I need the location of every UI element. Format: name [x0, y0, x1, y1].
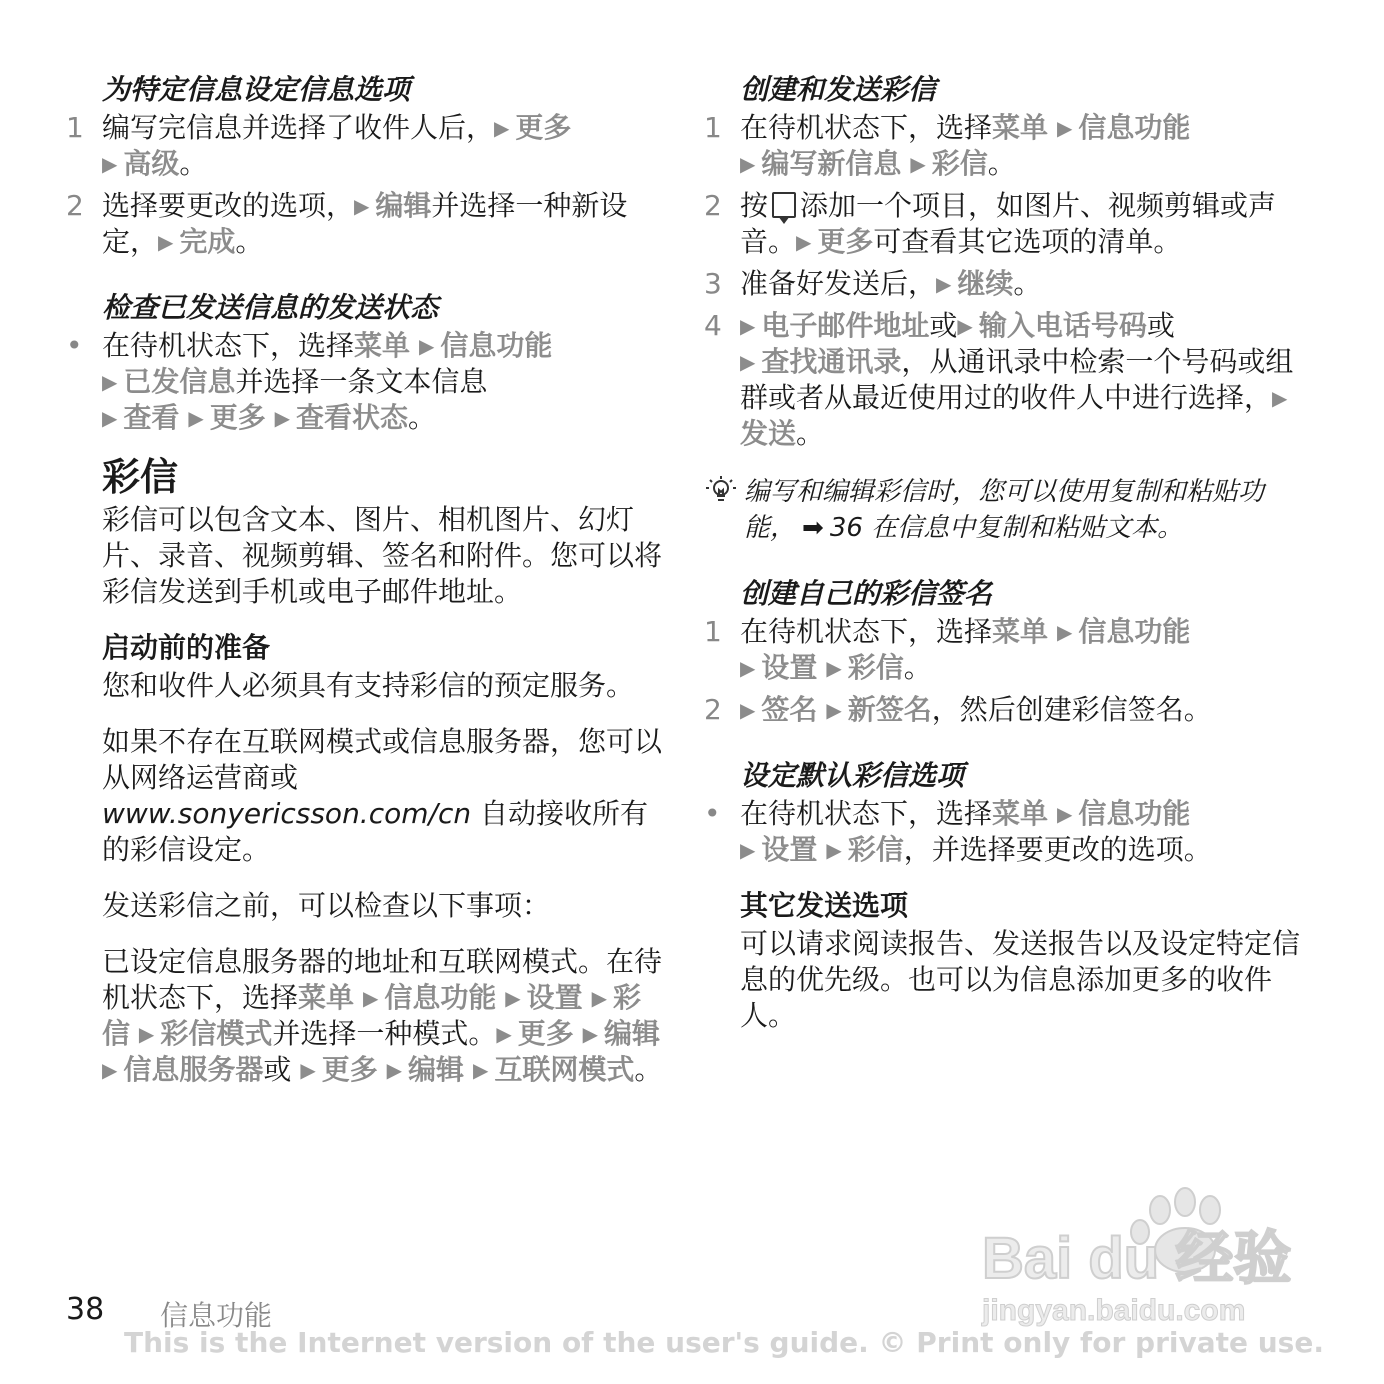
section-title: 启动前的准备 [102, 631, 271, 664]
step-text: 准备好发送后，▶ 继续。 [740, 267, 1042, 300]
watermark-url: jingyan.baidu.com [982, 1294, 1246, 1327]
triangle-icon: ▶ [138, 1022, 155, 1046]
triangle-icon: ▶ [158, 230, 174, 254]
list-item [704, 110, 1304, 182]
list-item [66, 188, 666, 260]
step-number: 1 [66, 111, 84, 144]
lightbulb-icon [704, 474, 744, 546]
step-number: 4 [704, 309, 722, 342]
step-text: ▶ 电子邮件地址或▶ 输入电话号码或 ▶ 查找通讯录，从通讯录中检索一个号码或组群或者从最近使用过的收件人中进行选择，▶发送。 [740, 309, 1294, 450]
footer-section: 信息功能 [160, 1299, 273, 1332]
triangle-icon: ▶ [102, 406, 118, 430]
tip-note [704, 474, 1304, 546]
watermark-brand: Bai du 经验 [982, 1226, 1292, 1291]
triangle-icon: ▶ [826, 838, 842, 862]
arrow-icon: ➡ [802, 513, 824, 543]
list-item [704, 308, 1304, 452]
list-item [704, 266, 1304, 302]
step-text: 按 添加一个项目，如图片、视频剪辑或声音。▶ 更多可查看其它选项的清单。 [740, 189, 1277, 258]
step-text: ▶ 签名 ▶ 新签名，然后创建彩信签名。 [740, 693, 1212, 726]
menu-path: 高级 [123, 147, 180, 180]
triangle-icon: ▶ [740, 314, 756, 338]
paragraph: 已设定信息服务器的地址和互联网模式。在待机状态下，选择菜单 ▶ 信息功能 ▶ 设置 ▶ 彩信 ▶ 彩信模式并选择一种模式。▶ 更多 ▶ 编辑 ▶ 信息服务器或 ▶ 更多 ▶ 编辑 ▶ 互联网模式。 [102, 945, 663, 1086]
triangle-icon: ▶ [1272, 386, 1288, 410]
triangle-icon: ▶ [936, 272, 952, 296]
section-title: 其它发送选项 [740, 889, 909, 922]
triangle-icon: ▶ [1056, 620, 1073, 644]
paragraph: 您和收件人必须具有支持彩信的预定服务。 [102, 669, 635, 702]
triangle-icon: ▶ [740, 698, 756, 722]
step-text: 编写完信息并选择了收件人后，▶ 更多 ▶ 高级。 [102, 111, 572, 180]
triangle-icon: ▶ [957, 314, 973, 338]
triangle-icon: ▶ [1056, 116, 1073, 140]
paragraph: 如果不存在互联网模式或信息服务器，您可以从网络运营商或 www.sonyericsson.com/cn 自动接收所有的彩信设定。 [102, 725, 663, 866]
page-number: 38 [66, 1292, 105, 1327]
triangle-icon: ▶ [910, 152, 926, 176]
cross-reference[interactable]: 36 在信息中复制和粘贴文本 [829, 513, 1158, 543]
step-text: 选择要更改的选项，▶ 编辑并选择一种新设定，▶ 完成。 [102, 189, 628, 258]
menu-path: 编辑 [375, 189, 432, 222]
section-title: 设定默认彩信选项 [740, 759, 965, 792]
triangle-icon: ▶ [102, 152, 118, 176]
triangle-icon: ▶ [386, 1058, 403, 1082]
triangle-icon: ▶ [826, 698, 842, 722]
step-text: 在待机状态下，选择菜单 ▶ 信息功能 ▶ 设置 ▶ 彩信。 [740, 615, 1191, 684]
step-text: 在待机状态下，选择菜单 ▶ 信息功能 ▶ 已发信息并选择一条文本信息 ▶ 查看 ▶ 更多 ▶ 查看状态。 [102, 329, 553, 434]
triangle-icon: ▶ [740, 656, 756, 680]
bullet: • [704, 797, 721, 830]
paragraph: 可以请求阅读报告、发送报告以及设定特定信息的优先级。也可以为信息添加更多的收件人。 [740, 927, 1301, 1032]
step-text: 在待机状态下，选择菜单 ▶ 信息功能 ▶ 设置 ▶ 彩信，并选择要更改的选项。 [740, 797, 1212, 866]
section-title: 检查已发送信息的发送状态 [102, 291, 439, 324]
triangle-icon: ▶ [826, 656, 842, 680]
triangle-icon: ▶ [362, 986, 379, 1010]
step-number: 2 [704, 189, 722, 222]
copyright-notice: This is the Internet version of the user's guide. © Print only for private use. [124, 1326, 1324, 1359]
section-title: 创建和发送彩信 [740, 73, 937, 106]
baidu-watermark [980, 1180, 1300, 1330]
menu-path: 更多 [515, 111, 572, 144]
step-number: 2 [66, 189, 84, 222]
chapter-title: 彩信 [102, 455, 179, 499]
triangle-icon: ▶ [582, 1022, 599, 1046]
list-item [66, 110, 666, 182]
section-title: 创建自己的彩信签名 [740, 577, 993, 610]
list-item [66, 328, 666, 436]
triangle-icon: ▶ [740, 152, 756, 176]
triangle-icon: ▶ [740, 838, 756, 862]
step-number: 2 [704, 693, 722, 726]
triangle-icon: ▶ [740, 350, 756, 374]
right-column [704, 70, 1304, 1034]
paragraph: 发送彩信之前，可以检查以下事项： [102, 889, 551, 922]
triangle-icon: ▶ [472, 1058, 489, 1082]
triangle-icon: ▶ [354, 194, 370, 218]
triangle-icon: ▶ [102, 1058, 118, 1082]
softkey-icon [772, 192, 796, 218]
step-number: 1 [704, 615, 722, 648]
triangle-icon: ▶ [1056, 802, 1073, 826]
tip-text: 编写和编辑彩信时，您可以使用复制和粘贴功能， ➡ 36 在信息中复制和粘贴文本。 [744, 477, 1265, 543]
triangle-icon: ▶ [496, 1022, 512, 1046]
triangle-icon: ▶ [591, 986, 607, 1010]
list-item [704, 796, 1304, 868]
list-item [704, 692, 1304, 728]
list-item [704, 188, 1304, 260]
step-number: 3 [704, 267, 722, 300]
section-title: 为特定信息设定信息选项 [102, 73, 411, 106]
paragraph: 彩信可以包含文本、图片、相机图片、幻灯片、录音、视频剪辑、签名和附件。您可以将彩信发送到手机或电子邮件地址。 [102, 503, 663, 608]
triangle-icon: ▶ [300, 1058, 316, 1082]
step-text: 在待机状态下，选择菜单 ▶ 信息功能 ▶ 编写新信息 ▶ 彩信。 [740, 111, 1191, 180]
triangle-icon: ▶ [418, 334, 435, 358]
triangle-icon: ▶ [796, 230, 812, 254]
triangle-icon: ▶ [274, 406, 291, 430]
left-column [66, 70, 666, 1088]
list-item [704, 614, 1304, 686]
step-number: 1 [704, 111, 722, 144]
bullet: • [66, 329, 83, 362]
website-url: www.sonyericsson.com/cn [102, 797, 472, 830]
triangle-icon: ▶ [102, 370, 118, 394]
triangle-icon: ▶ [188, 406, 204, 430]
menu-path: 完成 [179, 225, 236, 258]
triangle-icon: ▶ [505, 986, 521, 1010]
triangle-icon: ▶ [494, 116, 510, 140]
